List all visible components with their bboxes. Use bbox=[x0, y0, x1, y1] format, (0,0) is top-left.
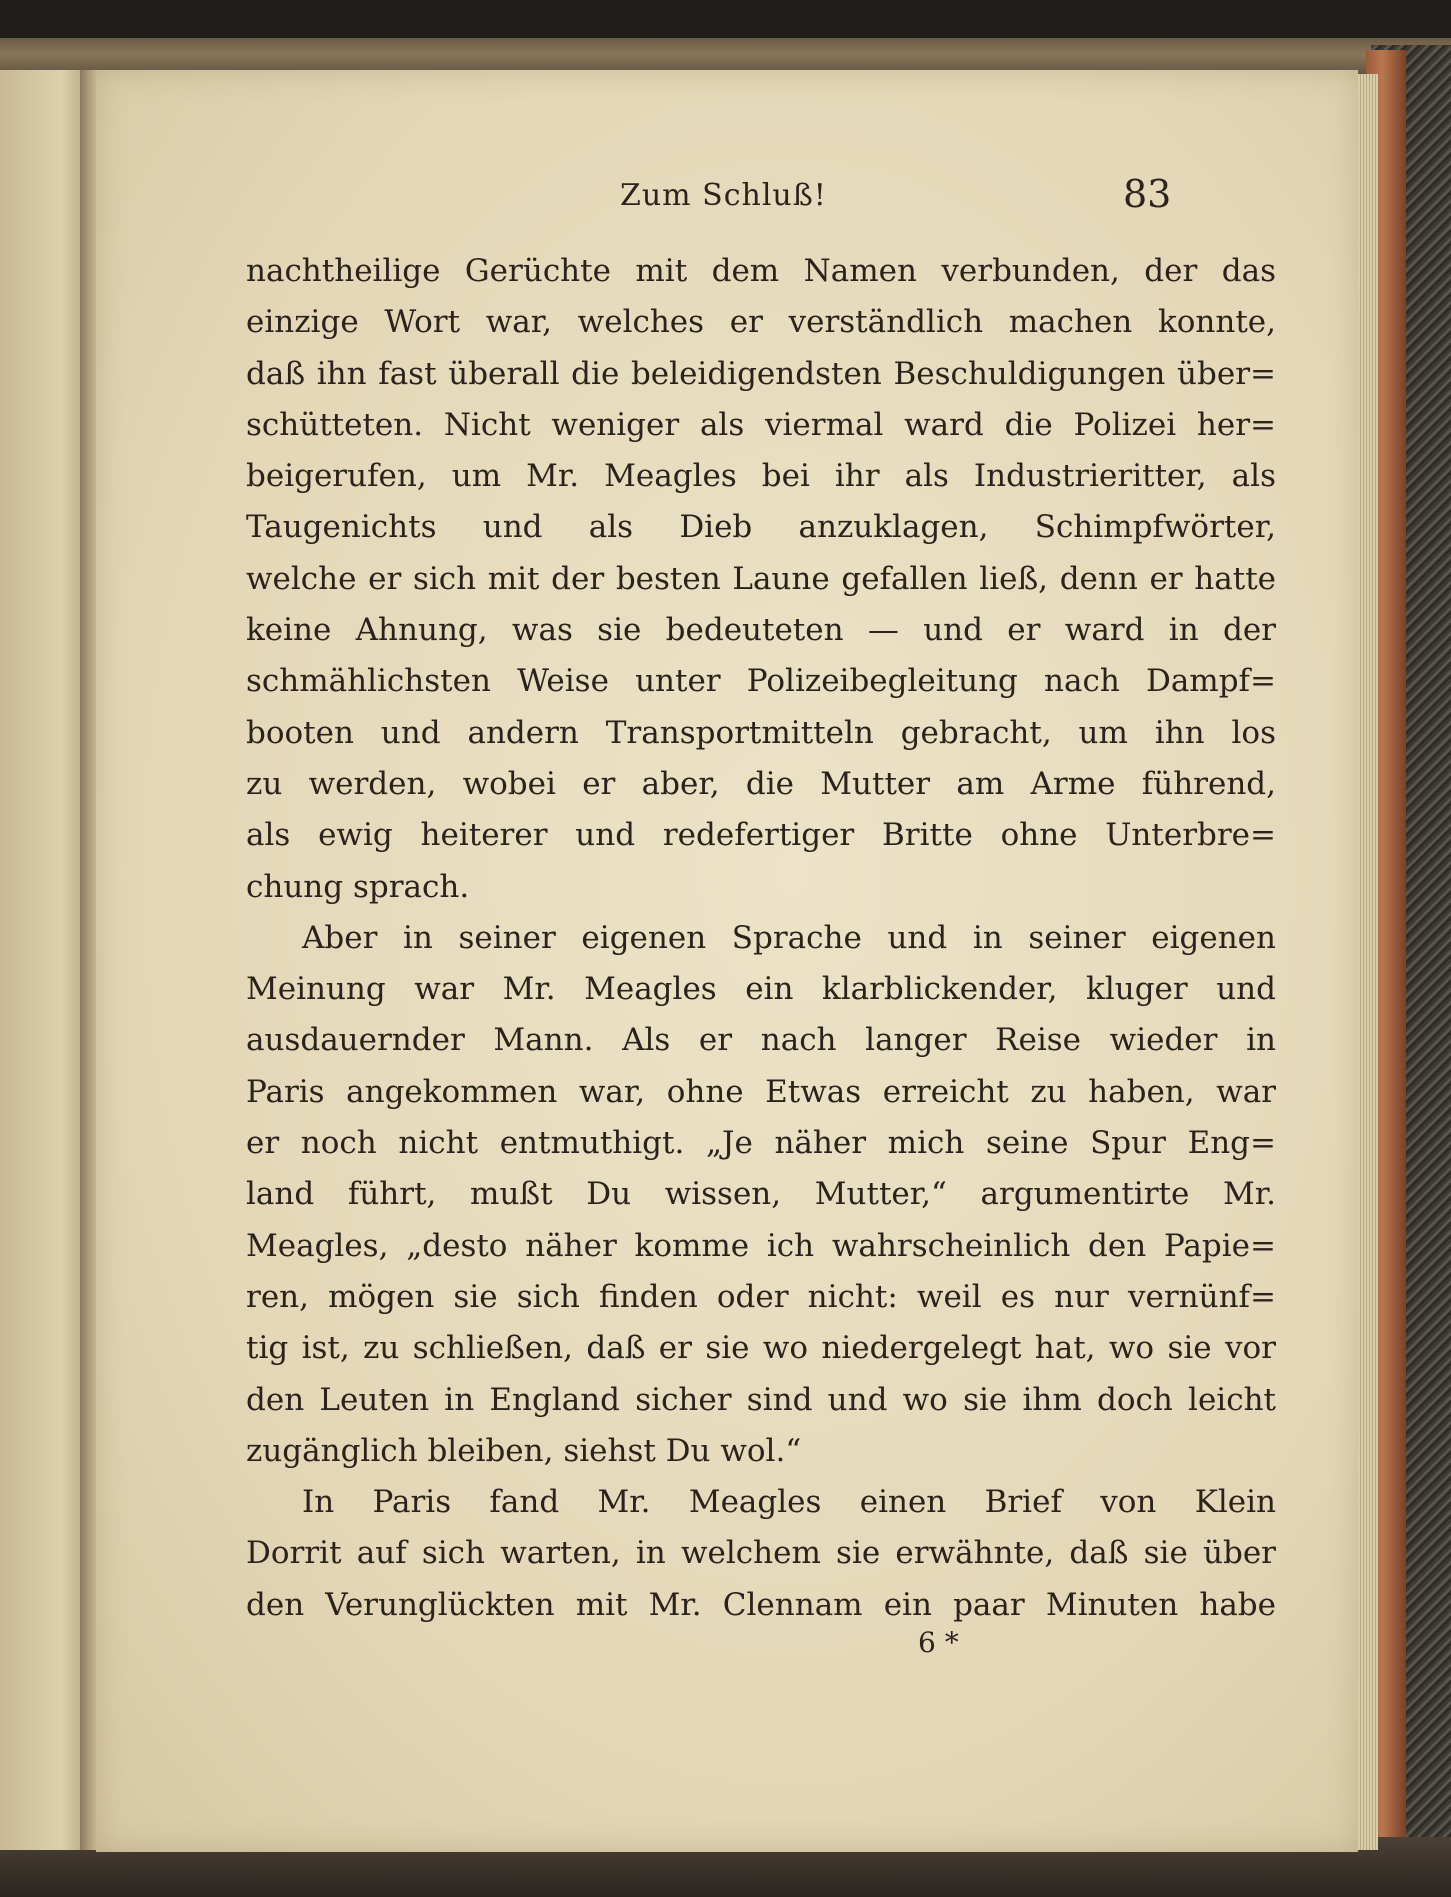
text-line: beigerufen, um Mr. Meagles bei ihr als Industrieritter, als bbox=[246, 458, 1276, 495]
text-line: schütteten. Nicht weniger als viermal ward die Polizei her= bbox=[246, 406, 1276, 443]
text-line: ren, mögen sie sich finden oder nicht: weil es nur vernünf= bbox=[246, 1278, 1276, 1315]
text-line: booten und andern Transportmitteln gebracht, um ihn los bbox=[246, 714, 1276, 751]
text-line: In Paris fand Mr. Meagles einen Brief von Klein bbox=[302, 1484, 1276, 1521]
book-page bbox=[96, 70, 1358, 1852]
text-line: Meinung war Mr. Meagles ein klarblickender, kluger und bbox=[246, 971, 1276, 1008]
page-number: 83 bbox=[1123, 172, 1172, 216]
text-line: Paris angekommen war, ohne Etwas erreicht zu haben, war bbox=[246, 1073, 1276, 1110]
page-header bbox=[96, 172, 1358, 222]
text-line: welche er sich mit der besten Laune gefallen ließ, denn er hatte bbox=[246, 560, 1276, 597]
text-line: daß ihn fast überall die beleidigendsten Beschuldigungen über= bbox=[246, 355, 1276, 392]
text-line: zugänglich bleiben, siehst Du wol.“ bbox=[246, 1432, 802, 1469]
text-line: den Leuten in England sicher sind und wo sie ihm doch leicht bbox=[246, 1381, 1276, 1418]
text-line: zu werden, wobei er aber, die Mutter am Arme führend, bbox=[246, 765, 1276, 802]
text-line: nachtheilige Gerüchte mit dem Namen verbunden, der das bbox=[246, 253, 1276, 289]
text-line: Meagles, „desto näher komme ich wahrscheinlich den Papie= bbox=[246, 1227, 1276, 1264]
facing-page-edge bbox=[0, 70, 88, 1850]
text-line: Dorrit auf sich warten, in welchem sie erwähnte, daß sie über bbox=[246, 1535, 1276, 1572]
text-line: einzige Wort war, welches er verständlich machen konnte, bbox=[246, 304, 1276, 341]
text-line: keine Ahnung, was sie bedeuteten — und er ward in der bbox=[246, 612, 1276, 649]
text-line: Aber in seiner eigenen Sprache und in seiner eigenen bbox=[302, 919, 1276, 956]
text-line: tig ist, zu schließen, daß er sie wo niedergelegt hat, wo sie vor bbox=[246, 1330, 1276, 1367]
text-line: ausdauernder Mann. Als er nach langer Reise wieder in bbox=[246, 1022, 1276, 1059]
running-head: Zum Schluß! bbox=[620, 178, 827, 213]
body-text bbox=[246, 246, 1276, 1631]
text-line: chung sprach. bbox=[246, 868, 470, 905]
text-line: land führt, mußt Du wissen, Mutter,“ argumentirte Mr. bbox=[246, 1176, 1276, 1213]
text-line: schmählichsten Weise unter Polizeibegleitung nach Dampf= bbox=[246, 663, 1276, 700]
signature-mark: 6 * bbox=[918, 1626, 959, 1659]
text-line: als ewig heiterer und redefertiger Britte ohne Unterbre= bbox=[246, 817, 1276, 854]
text-line: er noch nicht entmuthigt. „Je näher mich seine Spur Eng= bbox=[246, 1125, 1276, 1162]
text-line: Taugenichts und als Dieb anzuklagen, Schimpfwörter, bbox=[246, 509, 1276, 546]
text-line: den Verunglückten mit Mr. Clennam ein paar Minuten habe bbox=[246, 1586, 1276, 1623]
